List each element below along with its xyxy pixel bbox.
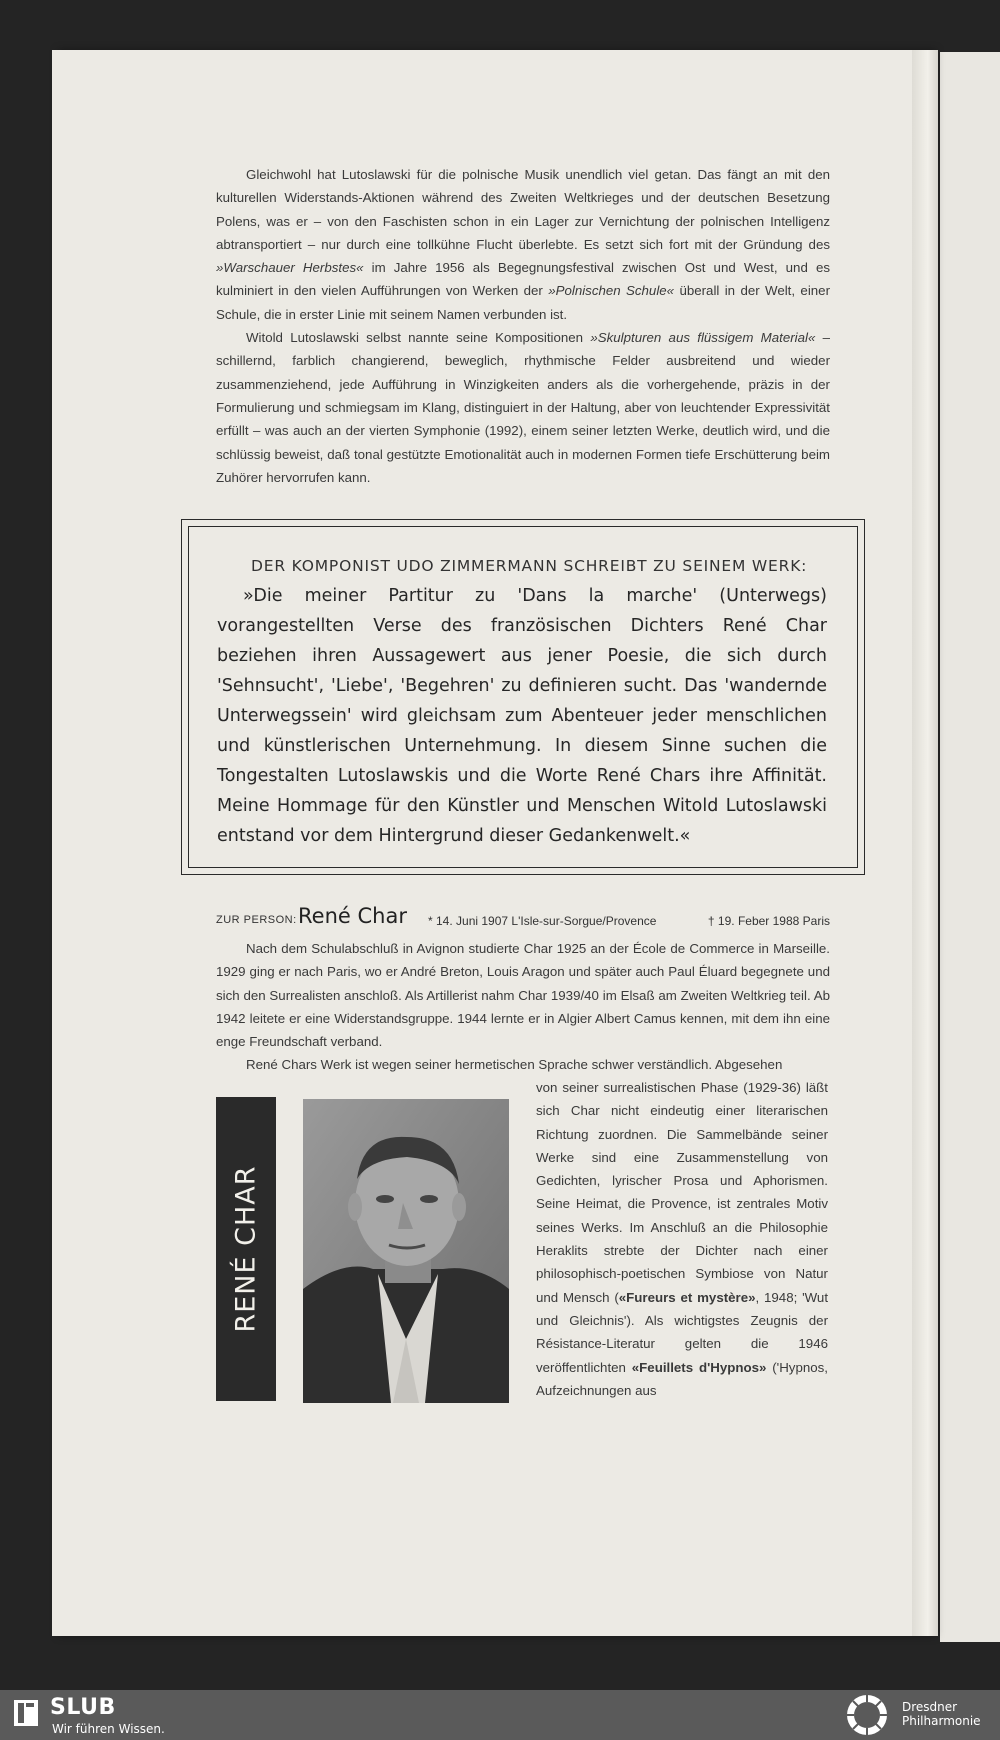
philharmonie-logo-icon [844,1692,890,1738]
person-header [216,902,830,932]
person-paragraph-2-start: René Chars Werk ist wegen seiner hermetischen Sprache schwer verständlich. Abgesehen [246,1057,783,1072]
article-paragraph-2: Witold Lutoslawski selbst nannte seine Kompositionen »Skulpturen aus flüssigem Material« – schillernd, farblich changierend, beweglich, rhythmische Felder ausbreitend und wieder zusammenziehend, jede Aufführung in Winzigkeiten anders als die vorhergehende, präzis in der Formulierung und schmiegsam im Klang, distinguiert in der Haltung, aber von leuchtender Expressivität erfüllt – was auch an der vierten Symphonie (1992), einem seiner letzten Werke, deutlich wird, und die schlüssig beweist, daß tonal gestützte Emotionalität auch in modernen Formen tiefe Erschütterung beim Zuhörer hervorrufen kann. [216,330,831,485]
article-paragraph-1: Gleichwohl hat Lutoslawski für die polnische Musik unendlich viel getan. Das fängt an mit den kulturellen Widerstands-Aktionen während des Zweiten Weltkrieges und der deutschen Besetzung Polens, was er – von den Faschisten schon in ein Lager zur Vernichtung der polnischen Intelligenz abtransportiert – nur durch eine tollkühne Flucht überlebte. Es setzt sich fort mit der Gründung des »Warschauer Herbstes« im Jahre 1956 als Begegnungsfestival zwischen Ost und West, und es kulminiert in den vielen Aufführungen von Werken der »Polnischen Schule« überall in der Welt, einer Schule, die in erster Linie mit seinem Namen verbunden ist. [216,167,831,322]
portrait-image [303,1099,509,1403]
person-paragraph-2-wrap: von seiner surrealistischen Phase (1929-36) läßt sich Char nicht eindeutig einer literarischen Richtung zuordnen. Die Sammelbände seiner Werke sind eine Zusammenstellung von Gedichten, lyrischer Prosa und Aphorismen. Seine Heimat, die Provence, ist zentrales Motiv seines Werks. Im Anschluß an die Philosophie Heraklits strebte der Dichter nach einer philosophisch-poetischen Symbiose von Natur und Mensch («Fureurs et mystère», 1948; 'Wut und Gleichnis'). Als wichtigstes Zeugnis der Résistance-Literatur gelten die 1946 veröffentlichten «Feuillets d'Hypnos» ('Hypnos, Aufzeichnungen aus [536,1080,829,1398]
sidebar-name-label: RENÉ CHAR [230,1165,262,1333]
portrait-photo [303,1099,509,1403]
quote-text: »Die meiner Partitur zu 'Dans la marche' (Unterwegs) vorangestellten Verse des französischen Dichters René Char beziehen ihren Aussagewert aus jener Poesie, die sich durch 'Sehnsucht', 'Liebe', 'Begehren' zu definieren sucht. Das 'wandernde Unterwegssein' wird gleichsam zum Abenteuer jeder menschlichen und künstlerischen Unternehmung. In diesem Sinne suchen die Tongestalten Lutoslawskis und die Worte René Chars ihre Affinität. Meine Hommage für den Künstler und Menschen Witold Lutoslawski entstand vor dem Hintergrund dieser Gedankenwelt.« [217,586,827,846]
article-text [216,163,830,489]
person-name: René Char [298,904,407,928]
philharmonie-logo-text[interactable]: Dresdner Philharmonie [902,1700,981,1728]
slub-logo-icon [14,1700,38,1726]
person-birth: * 14. Juni 1907 L'Isle-sur-Sorgue/Provence [428,914,657,928]
page-spine-edge [912,50,938,1636]
person-paragraph-1: Nach dem Schulabschluß in Avignon studierte Char 1925 an der École de Commerce in Marseille. 1929 ging er nach Paris, wo er André Breton, Louis Aragon und später auch Paul Éluard begegnete und sich den Surrealisten anschloß. Als Artillerist nahm Char 1939/40 im Elsaß am Zweiten Weltkrieg teil. Ab 1942 leitete er eine Widerstandsgruppe. 1944 lernte er in Algier Albert Camus kennen, mit dem ihn eine enge Freundschaft verband. [216,941,830,1050]
person-name-sidebar [216,1097,276,1401]
quote-box-inner-border [188,526,858,868]
quote-heading: DER KOMPONIST UDO ZIMMERMANN SCHREIBT ZU SEINEM WERK: [251,557,808,575]
viewer-footer-bar [0,1690,1000,1740]
quote-box [181,519,865,875]
next-page-edge [940,52,1000,1642]
person-label: ZUR PERSON: [216,914,297,926]
slub-tagline: Wir führen Wissen. [52,1722,165,1736]
slub-logo-text[interactable]: SLUB [50,1695,116,1720]
person-death: † 19. Feber 1988 Paris [707,914,830,928]
